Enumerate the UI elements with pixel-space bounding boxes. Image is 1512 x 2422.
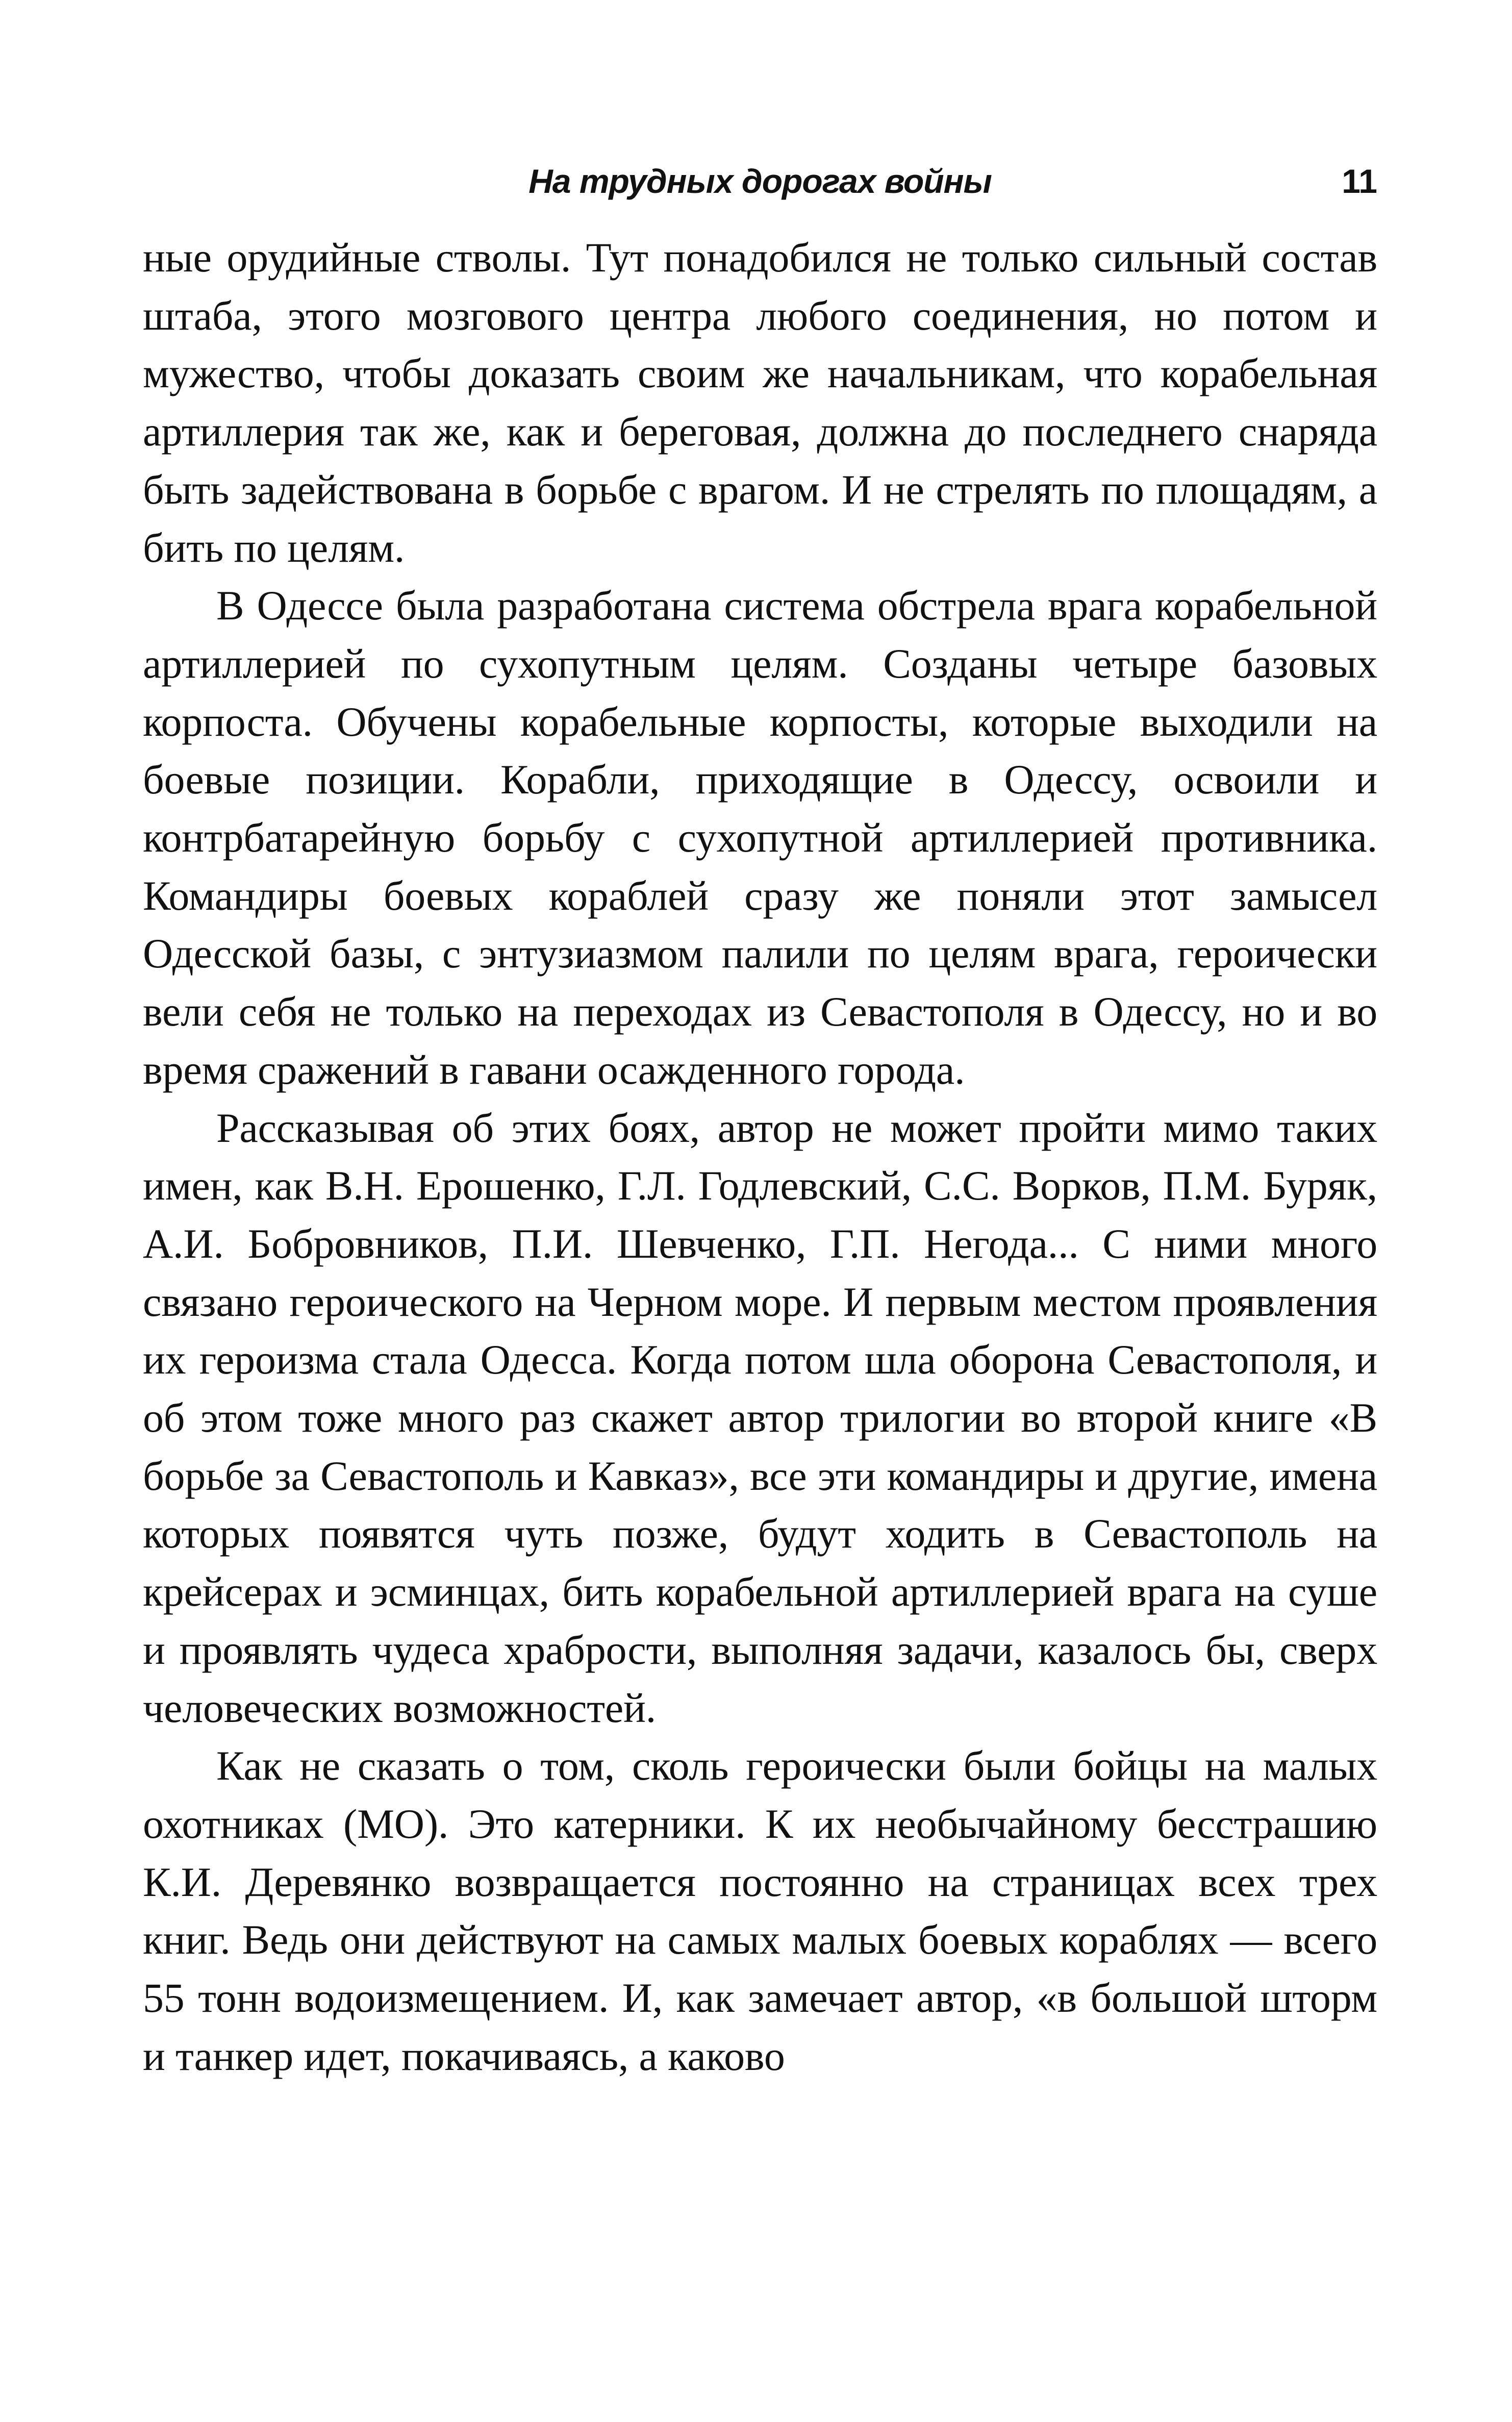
paragraph: В Одессе была разработана система обстрела врага корабельной артиллерией по сухопутным целям. Созданы четыре базовых корпоста. Обучены корабельные корпосты, которые выходили на боевые позиции. Корабли, приходящие в Одессу, освоили и контрбатарейную борьбу с сухопутной артиллерией противника. Командиры боевых кораблей сразу же поняли этот замысел Одесской базы, с энтузиазмом палили по целям врага, героически вели себя не только на переходах из Севастополя в Одессу, но и во время сражений в гавани осажденного города. <box>143 582 1377 1093</box>
paragraph: Рассказывая об этих боях, автор не может пройти мимо таких имен, как В.Н. Ерошенко, Г.Л. Годлевский, С.С. Ворков, П.М. Буряк, А.И. Бобровников, П.И. Шевченко, Г.П. Негода... С ними много связано героического на Черном море. И первым местом проявления их героизма стала Одесса. Когда потом шла оборона Севастополя, и об этом тоже много раз скажет автор трилогии во второй книге «В борьбе за Севастополь и Кавказ», все эти командиры и другие, имена которых появятся чуть позже, будут ходить в Севастополь на крейсерах и эсминцах, бить корабельной артиллерией врага на суше и проявлять чудеса храбрости, выполняя задачи, казалось бы, сверх человеческих возможностей. <box>143 1104 1377 1731</box>
running-title: На трудных дорогах войны <box>528 162 992 200</box>
page-header <box>143 153 1377 209</box>
paragraph: Как не сказать о том, сколь героически были бойцы на малых охотниках (МО). Это катерники. К их необычайному бесстрашию К.И. Деревянко возвращается постоянно на страницах всех трех книг. Ведь они действуют на самых малых боевых кораблях — всего 55 тонн водоизмещением. И, как замечает автор, «в большой шторм и танкер идет, покачиваясь, а каково <box>143 1742 1377 2079</box>
page-number: 11 <box>1342 162 1377 200</box>
paragraph: ные орудийные стволы. Тут понадобился не только сильный состав штаба, этого мозгового центра любого соединения, но потом и мужество, чтобы доказать своим же начальникам, что корабельная артиллерия так же, как и береговая, должна до последнего снаряда быть задействована в борьбе с врагом. И не стрелять по площадям, а бить по целям. <box>143 234 1377 571</box>
text-body <box>143 229 1377 2085</box>
